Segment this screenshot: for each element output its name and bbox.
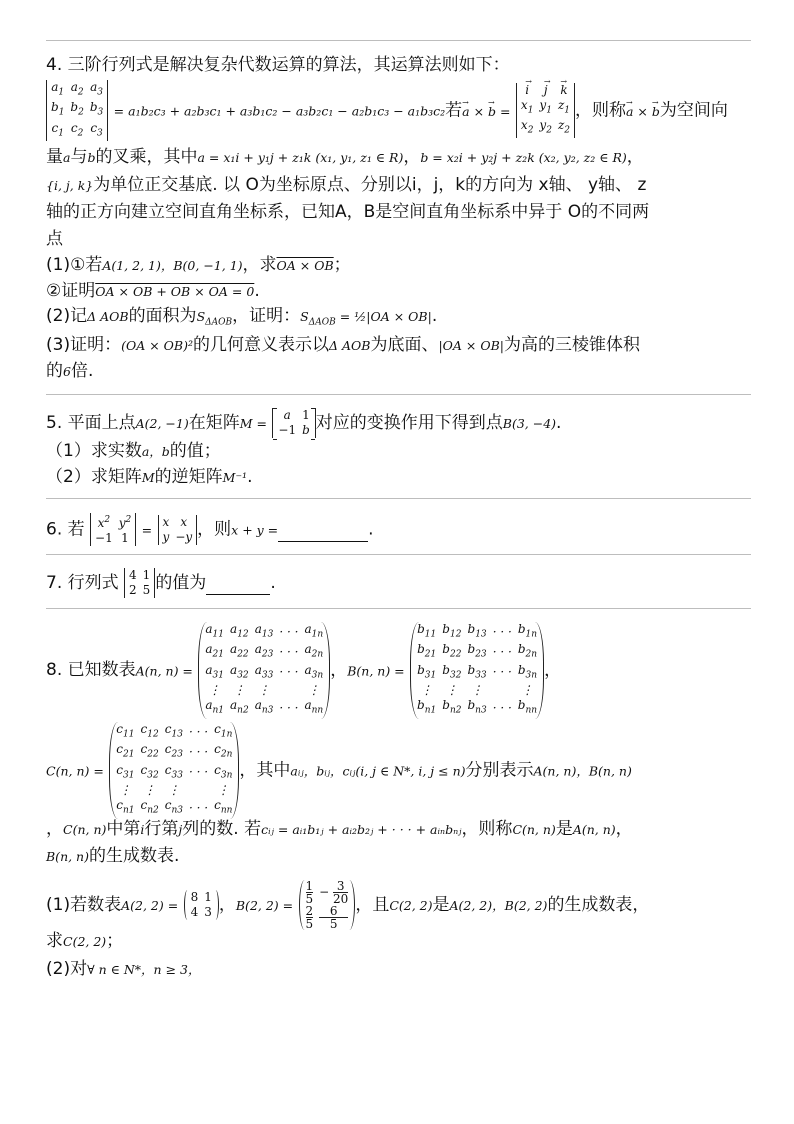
det-q7: 4 1 2 5 <box>124 568 155 598</box>
divider-q5 <box>46 394 751 395</box>
q8-part1-b: 求C(2, 2)； <box>46 931 124 951</box>
divider-q7 <box>46 554 751 555</box>
q8-line2: C(n, n) = $c_{11}$ $c_{12}$ $c_{13}$ · · · $c_{1n}$ $c_{21}$ $c_{22}$ $c_{23}$ · · · $c_{2n}$ $c_{31}$ $c_{32}$ $c_{33}$ · · · $c_{3n}$ ⋮ ⋮ ⋮ ⋮ $c_{n1}$ $c_{n2}$ $c_{n3}$ · · · $c_{nn}$ ，其中aᵢⱼ，bᵢⱼ，cᵢⱼ(i, j ∈ N*, i, j ≤ n)分别表示A(n, n)，B(n, n) <box>46 722 632 819</box>
det-expansion: = a₁b₂c₃ + a₂b₃c₁ + a₃b₁c₂ − a₃b₂c₁ − a₂b₁c₃ − a₁b₃c₂ <box>113 103 446 119</box>
q4-part3: (3)证明：(OA × OB)²的几何意义表示以Δ AOB为底面、|OA × OB|为高的三棱锥体积 <box>46 335 641 355</box>
q5-sub1: （1）求实数a，b的值； <box>46 441 221 461</box>
q5-line1: 5. 平面上点A(2, −1)在矩阵M = a 1 −1 b 对应的变换作用下得到点B(3, −4). <box>46 408 562 437</box>
q4-line2: 量a与b的叉乘，其中a = x₁i + y₁j + z₁k (x₁, y₁, z₁ ∈ R)，b = x₂i + y₂j + z₂k (x₂, y₂, z₂ ∈ R)， <box>46 147 644 167</box>
det-3x3-abc: $a_1$ $a_2$ $a_3$ $b_1$ $b_2$ $b_3$ $c_1$ $c_2$ $c_3$ <box>46 80 108 141</box>
basis-set: {i, j, k} <box>46 178 94 193</box>
q5-sub2: （2）求矩阵M的逆矩阵M⁻¹. <box>46 467 253 487</box>
q8-part2: (2)对∀ n ∈ N*，n ≥ 3， <box>46 959 201 979</box>
q4-cross-name: 为空间向 <box>659 100 728 121</box>
q4-then: ，则称 <box>575 100 626 121</box>
q7-line: 7. 行列式 4 1 2 5 的值为 . <box>46 568 276 597</box>
q4-if: 若 <box>445 100 463 121</box>
q4-line3: {i, j, k}为单位正交基底. 以 O为坐标原点、分别以i，j，k的方向为 x轴、 y轴、 z <box>46 175 647 195</box>
b-def: b = x₂i + y₂j + z₂k (x₂, y₂, z₂ ∈ R) <box>420 150 627 165</box>
answer-blank-q7[interactable] <box>206 572 270 595</box>
matrix-A22: 8 1 4 3 <box>184 890 219 920</box>
det-3x3-ijk: → i → j → k $x_1$ $y_1$ $z_1$ $x_2$ $y_2$ $z_2$ <box>516 83 575 139</box>
q4-part3-b: 的6倍. <box>46 361 94 381</box>
q6-line: 6. 若 $x^2$ $y^2$ −1 1 = x x y −y ，则x + y = . <box>46 514 374 545</box>
q4-line4: 轴的正方向建立空间直角坐标系，已知A，B是空间直角坐标系中异于 O的不同两 <box>46 202 650 222</box>
q8-part1: (1)若数表A(2, 2) = 8 1 4 3 ，B(2, 2) = 1 5 − $\frac{3}{20}$ 2 5 6 5 ，且C(2, 2)是A(2, 2)，B(2, 2)的生成数表， <box>46 879 650 931</box>
divider-q8 <box>46 608 751 609</box>
a-def: a = x₁i + y₁j + z₁k (x₁, y₁, z₁ ∈ R) <box>197 150 404 165</box>
q4-part1-2: ②证明OA × OB + OB × OA = 0. <box>46 281 260 301</box>
matrix-C-n: $c_{11}$ $c_{12}$ $c_{13}$ · · · $c_{1n}$ $c_{21}$ $c_{22}$ $c_{23}$ · · · $c_{2n}$ $c_{31}$ $c_{32}$ $c_{33}$ · · · $c_{3n}$ ⋮ ⋮ ⋮ ⋮ $c_{n1}$ $c_{n2}$ $c_{n3}$ · · · $c_{nn}$ <box>109 722 239 819</box>
q4-part1: (1)①若A(1, 2, 1)，B(0, −1, 1)，求OA × OB； <box>46 255 351 275</box>
matrix-M: a 1 −1 b <box>272 408 315 438</box>
cross-a-b: → a × → b = <box>462 104 510 119</box>
q4-part2: (2)记Δ AOB的面积为$S_{\Delta AOB}$，证明：$S_{\Delta AOB}$ = ½|OA × OB|. <box>46 306 438 328</box>
matrix-B22: 1 5 − $\frac{3}{20}$ 2 5 6 5 <box>299 880 356 930</box>
q4-intro: 4. 三阶行列式是解决复杂代数运算的算法，其运算法则如下： <box>46 55 510 75</box>
cross-symbol: → a × → b <box>626 104 660 119</box>
matrix-B-n: $b_{11}$ $b_{12}$ $b_{13}$ · · · $b_{1n}$ $b_{21}$ $b_{22}$ $b_{23}$ · · · $b_{2n}$ $b_{31}$ $b_{32}$ $b_{33}$ · · · $b_{3n}$ ⋮ ⋮ ⋮ ⋮ $b_{n1}$ $b_{n2}$ $b_{n3}$ · · · $b_{nn}$ <box>410 622 544 719</box>
q8-line4: B(n, n)的生成数表. <box>46 846 180 866</box>
det-q6-left: $x^2$ $y^2$ −1 1 <box>90 513 136 546</box>
divider-top <box>46 40 751 41</box>
q4-det-line <box>46 80 728 141</box>
det-q6-right: x x y −y <box>158 515 198 545</box>
q8-line1: 8. 已知数表A(n, n) = $a_{11}$ $a_{12}$ $a_{13}$ · · · $a_{1n}$ $a_{21}$ $a_{22}$ $a_{23}$ · · · $a_{2n}$ $a_{31}$ $a_{32}$ $a_{33}$ · · · $a_{3n}$ ⋮ ⋮ ⋮ ⋮ $a_{n1}$ $a_{n2}$ $a_{n3}$ · · · $a_{nn}$ ，B(n, n) = $b_{11}$ $b_{12}$ $b_{13}$ · · · $b_{1n}$ $b_{21}$ $b_{22}$ $b_{23}$ · · · $b_{2n}$ $b_{31}$ $b_{32}$ $b_{33}$ · · · $b_{3n}$ ⋮ ⋮ ⋮ ⋮ $b_{n1}$ $b_{n2}$ $b_{n3}$ · · · $b_{nn}$ ， <box>46 622 561 719</box>
divider-q6 <box>46 498 751 499</box>
answer-blank-q6[interactable] <box>278 519 368 542</box>
q4-line5: 点 <box>46 229 63 249</box>
q8-line3: ，C(n, n)中第i行第j列的数. 若cᵢⱼ = aᵢ₁b₁ⱼ + aᵢ₂b₂ⱼ + · · · + aᵢₙbₙⱼ，则称C(n, n)是A(n, n)， <box>46 819 633 839</box>
matrix-A-n: $a_{11}$ $a_{12}$ $a_{13}$ · · · $a_{1n}$ $a_{21}$ $a_{22}$ $a_{23}$ · · · $a_{2n}$ $a_{31}$ $a_{32}$ $a_{33}$ · · · $a_{3n}$ ⋮ ⋮ ⋮ ⋮ $a_{n1}$ $a_{n2}$ $a_{n3}$ · · · $a_{nn}$ <box>198 622 330 719</box>
